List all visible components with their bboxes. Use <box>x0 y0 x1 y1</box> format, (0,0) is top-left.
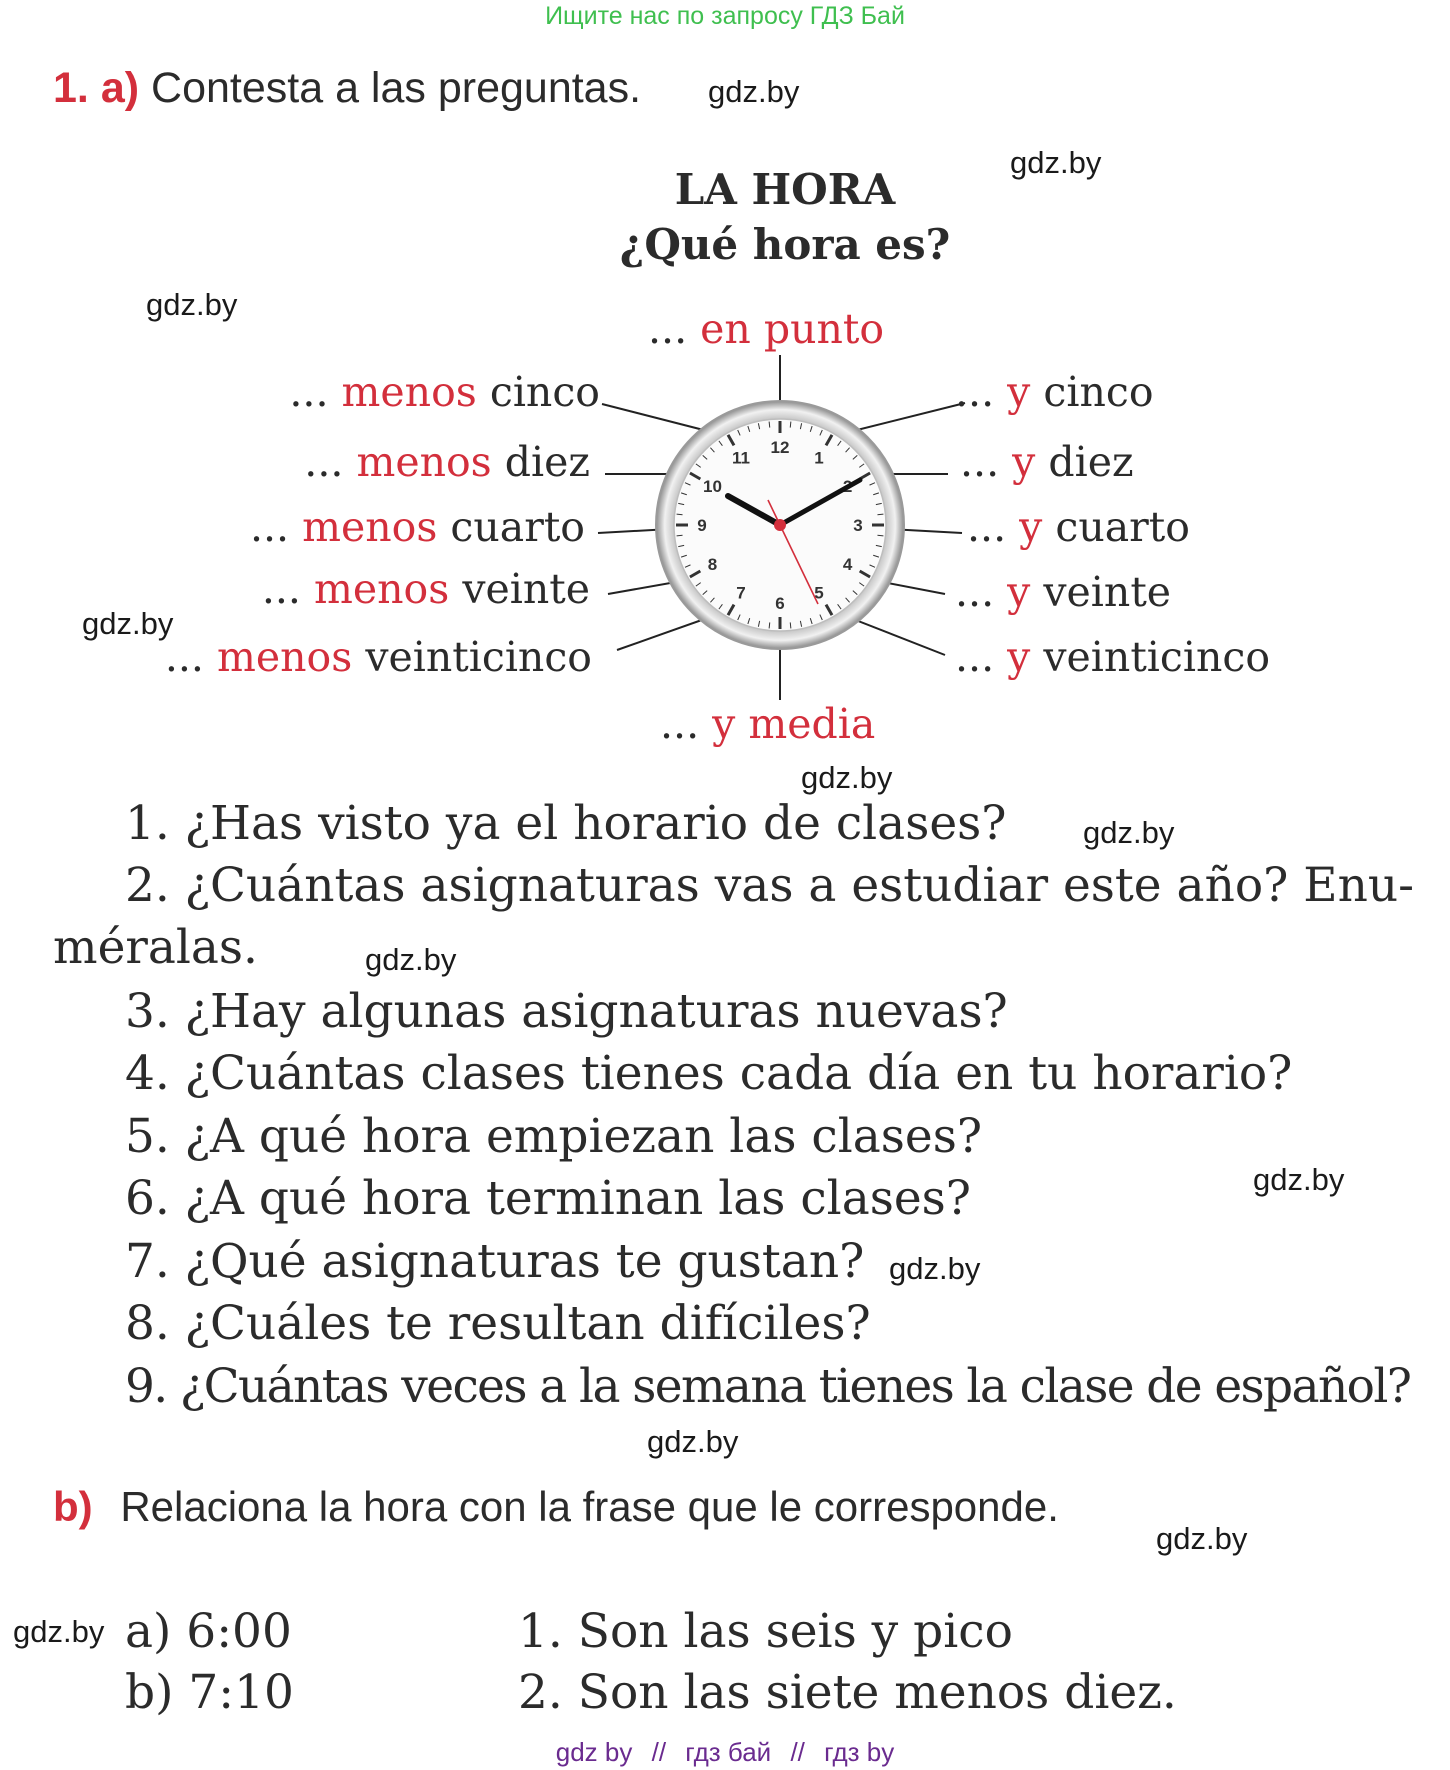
clock-numeral: 5 <box>814 583 824 603</box>
question-2: 2. ¿Cuántas asignaturas vas a estudiar este año? Enu- <box>125 858 1415 913</box>
label-menos-diez: ... menos diez <box>304 438 590 486</box>
watermark: gdz.by <box>1010 145 1102 180</box>
label-menos-veinte: ... menos veinte <box>261 565 590 613</box>
label-y-veinticinco: ... y veinticinco <box>955 633 1271 681</box>
watermark: gdz.by <box>13 1614 105 1649</box>
label-y-diez: ... y diez <box>960 438 1134 486</box>
clock-numeral: 1 <box>814 448 824 468</box>
watermark: gdz.by <box>801 760 893 795</box>
clock-center-pin <box>774 519 786 531</box>
question-7: 7. ¿Qué asignaturas te gustan? <box>125 1234 865 1289</box>
question-4: 4. ¿Cuántas clases tienes cada día en tu horario? <box>125 1046 1293 1101</box>
label-y-media: ... y media <box>660 700 876 748</box>
clock-subtitle: ¿Qué hora es? <box>619 220 951 269</box>
question-2-continuation: méralas. <box>53 920 258 975</box>
footer-separator: // <box>790 1737 805 1767</box>
clock-numeral: 3 <box>853 516 863 535</box>
label-menos-cinco: ... menos cinco <box>289 368 600 416</box>
footer-link[interactable]: gdz by <box>555 1737 633 1767</box>
question-5: 5. ¿A qué hora empiezan las clases? <box>125 1109 983 1164</box>
question-1: 1. ¿Has visto ya el horario de clases? <box>125 796 1007 851</box>
clock-numeral: 9 <box>697 516 707 535</box>
phrase-2: 2. Son las siete menos diez. <box>518 1665 1177 1720</box>
clock-tick <box>877 514 883 515</box>
footer-link[interactable]: гдз бай <box>685 1737 772 1767</box>
clock-numeral: 6 <box>775 594 785 613</box>
label-y-veinte: ... y veinte <box>955 568 1172 616</box>
clock-tick <box>677 535 683 536</box>
clock-tick <box>790 422 791 428</box>
watermark: gdz.by <box>1156 1521 1248 1556</box>
watermark: gdz.by <box>365 942 457 977</box>
clock-numeral: 8 <box>707 555 718 574</box>
clock-tick <box>790 622 791 628</box>
exercise-instruction: Contesta a las preguntas. <box>151 64 642 112</box>
label-en-punto: ... en punto <box>648 305 885 353</box>
watermark: gdz.by <box>82 606 174 641</box>
watermark: gdz.by <box>1083 815 1175 850</box>
watermark: gdz.by <box>889 1251 981 1286</box>
label-menos-cuarto: ... menos cuarto <box>249 503 585 551</box>
clock-numeral: 7 <box>736 583 746 603</box>
exercise-b-instruction: Relaciona la hora con la frase que le corresponde. <box>120 1483 1059 1530</box>
watermark: gdz.by <box>647 1424 739 1459</box>
footer <box>0 1737 1450 1768</box>
question-3: 3. ¿Hay algunas asignaturas nuevas? <box>125 984 1008 1039</box>
exercise-number: 1. <box>53 64 89 112</box>
footer-link[interactable]: гдз by <box>824 1737 895 1767</box>
exercise-letter: a) <box>100 64 140 112</box>
clock-numeral: 4 <box>842 555 853 574</box>
clock-tick <box>877 535 883 536</box>
question-8: 8. ¿Cuáles te resultan difíciles? <box>125 1296 871 1351</box>
label-menos-veinticinco: ... menos veinticinco <box>164 633 592 681</box>
label-y-cinco: ... y cinco <box>955 368 1154 416</box>
clock-title: LA HORA <box>674 165 896 214</box>
watermark: gdz.by <box>146 287 238 322</box>
clock-numeral: 10 <box>702 477 722 496</box>
top-banner: Ищите нас по запросу ГДЗ Бай <box>545 2 905 30</box>
question-6: 6. ¿A qué hora terminan las clases? <box>125 1171 971 1226</box>
clock-tick <box>769 422 770 428</box>
clock-tick <box>677 514 683 515</box>
clock-numeral: 11 <box>732 448 750 468</box>
clock-tick <box>769 622 770 628</box>
watermark: gdz.by <box>1253 1162 1345 1197</box>
clock-numeral: 12 <box>770 438 790 457</box>
phrase-1: 1. Son las seis y pico <box>518 1604 1013 1659</box>
time-a: a) 6:00 <box>125 1604 292 1659</box>
footer-separator: // <box>651 1737 667 1767</box>
exercise-b-letter: b) <box>53 1483 93 1530</box>
exercise-b-heading <box>53 1483 1059 1531</box>
label-y-cuarto: ... y cuarto <box>967 503 1190 551</box>
question-9: 9. ¿Cuántas veces a la semana tienes la clase de español? <box>125 1359 1411 1414</box>
watermark: gdz.by <box>708 74 800 109</box>
time-b: b) 7:10 <box>125 1665 294 1720</box>
